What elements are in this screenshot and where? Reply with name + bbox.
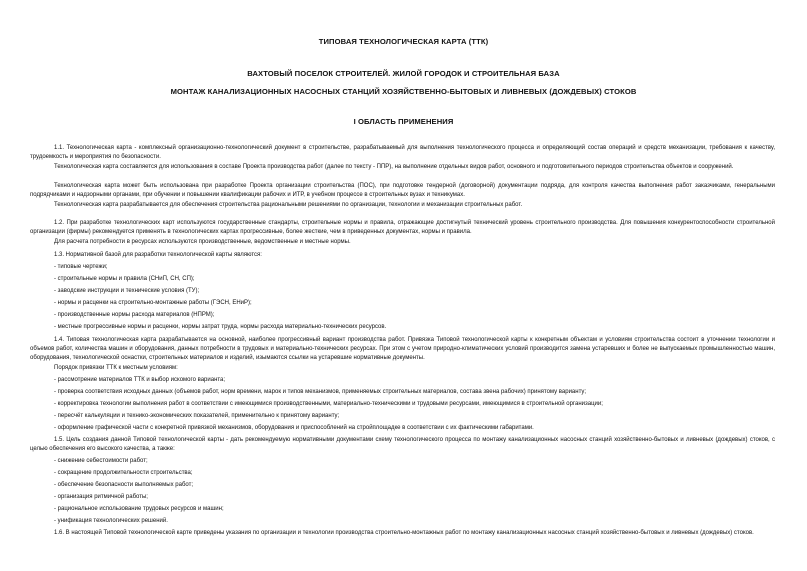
list-item: - корректировка технологии выполнения работ в соответствии с имеющимися производственными, материально-техническими и трудовыми ресурсами, имеющимися в строительной организации; <box>54 401 603 407</box>
list-item: - пересчёт калькуляции и технико-экономических показателей, применительно к принятому варианту; <box>54 413 340 419</box>
list-item: - строительные нормы и правила (СНиП, СН, СП); <box>54 276 195 282</box>
list-item: - типовые чертежи; <box>54 264 108 270</box>
list-item: - обеспечение безопасности выполняемых работ; <box>54 482 194 488</box>
list-item: - унификация технологических решений. <box>54 518 168 524</box>
paragraph-purpose: Технологическая карта разрабатывается для обеспечения строительства рациональными решениями по организации, технологии и механизации строительных работ. <box>54 202 523 208</box>
list-item: - организация ритмичной работы; <box>54 494 148 500</box>
document-title: ТИПОВАЯ ТЕХНОЛОГИЧЕСКАЯ КАРТА (ТТК) <box>318 37 489 46</box>
paragraph-1-4: 1.4. Типовая технологическая карта разрабатывается на основной, наиболее прогрессивный вариант производства работ. Привязка Типовой технологической карты к конкретным объектам и условиям строительства состоит в уточнении технологии и объемов работ, количества машин и оборудования, данных потребности в трудовых и материально-технических ресурсах. При этом с учетом природно-климатических условий производится замена устаревших и более не выпускаемых промышленностью машин, оборудования, технологической оснастки, строительных материалов и изделий, изымаются ссылки на устаревшие нормативные документы. <box>30 337 775 361</box>
section-title: I ОБЛАСТЬ ПРИМЕНЕНИЯ <box>353 117 454 126</box>
list-item: - производственные нормы расхода материалов (НПРМ); <box>54 312 215 318</box>
list-item: - нормы и расценки на строительно-монтажные работы (ГЭСН, ЕНиР); <box>54 300 252 306</box>
paragraph-1-6: 1.6. В настоящей Типовой технологической карте приведены указания по организации и технологии производства строительно-монтажных работ по монтажу канализационных насосных станций хозяйственно-бытовых и ливневых (дождевых) стоков. <box>54 530 754 536</box>
list-item: - рассмотрение материалов ТТК и выбор искомого варианта; <box>54 377 226 383</box>
list-item: - снижение себестоимости работ; <box>54 458 148 464</box>
paragraph-pos: Технологическая карта может быть использована при разработке Проекта организации строительства (ПОС), при подготовке тендерной (договорной) документации подряда, для контроля качества выполнения работ заказчиками, генеральными подрядчиками и надзорными органами, при обучении и повышении квалификации рабочих и ИТР, в учебном процессе в строительных вузах и техникумах. <box>30 183 775 198</box>
paragraph-1-2: 1.2. При разработке технологических карт используются государственные стандарты, строительные нормы и правила, отражающие достигнутый технический уровень строительного производства. Для повышения конкурентоспособности строительной организации (фирмы) рекомендуется применять в технологических картах прогрессивные, более жесткие, чем в приведенных документах, нормы и правила. <box>30 220 775 235</box>
list-item: - сокращение продолжительности строительства; <box>54 470 193 476</box>
document-subtitle-2: МОНТАЖ КАНАЛИЗАЦИОННЫХ НАСОСНЫХ СТАНЦИЙ ХОЗЯЙСТВЕННО-БЫТОВЫХ И ЛИВНЕВЫХ (ДОЖДЕВЫХ) СТОКОВ <box>170 87 637 96</box>
list-item: - заводские инструкции и технические условия (ТУ); <box>54 288 200 294</box>
paragraph-1-5: 1.5. Цель создания данной Типовой технологической карты - дать рекомендуемую нормативными документами схему технологического процесса по монтажу канализационных насосных станций хозяйственно-бытовых и ливневых (дождевых) стоков, с целью обеспечения его высокого качества, а также: <box>30 437 775 452</box>
document-subtitle: ВАХТОВЫЙ ПОСЕЛОК СТРОИТЕЛЕЙ. ЖИЛОЙ ГОРОДОК И СТРОИТЕЛЬНАЯ БАЗА <box>247 69 560 78</box>
list-item: - рациональное использование трудовых ресурсов и машин; <box>54 506 224 512</box>
paragraph-binding: Порядок привязки ТТК к местным условиям: <box>54 365 178 371</box>
paragraph-1-1: 1.1. Технологическая карта - комплексный организационно-технологический документ в строительстве, разрабатываемый для выполнения технологического процесса и определяющий состав операций и средств механизации, требования к качеству, трудоемкость и мероприятия по безопасности. <box>30 145 775 160</box>
paragraph-resources: Для расчета потребности в ресурсах используются производственные, ведомственные и местные нормы. <box>54 239 351 245</box>
list-item: - проверка соответствия исходных данных (объемов работ, норм времени, марок и типов механизмов, применяемых строительных материалов, состава звена рабочих) принятому варианту; <box>54 389 587 395</box>
list-item: - местные прогрессивные нормы и расценки, нормы затрат труда, нормы расхода материально-технических ресурсов. <box>54 324 387 330</box>
list-item: - оформление графической части с конкретной привязкой механизмов, оборудования и приспособлений на стройплощадке в соответствии с их фактическими габаритами. <box>54 425 534 431</box>
paragraph-ppr: Технологическая карта составляется для использования в составе Проекта производства работ (далее по тексту - ППР), на выполнение отдельных видов работ, основного и подготовительного периодов строительства объектов и сооружений. <box>54 164 734 170</box>
paragraph-1-3: 1.3. Нормативной базой для разработки технологической карты являются: <box>54 252 262 258</box>
